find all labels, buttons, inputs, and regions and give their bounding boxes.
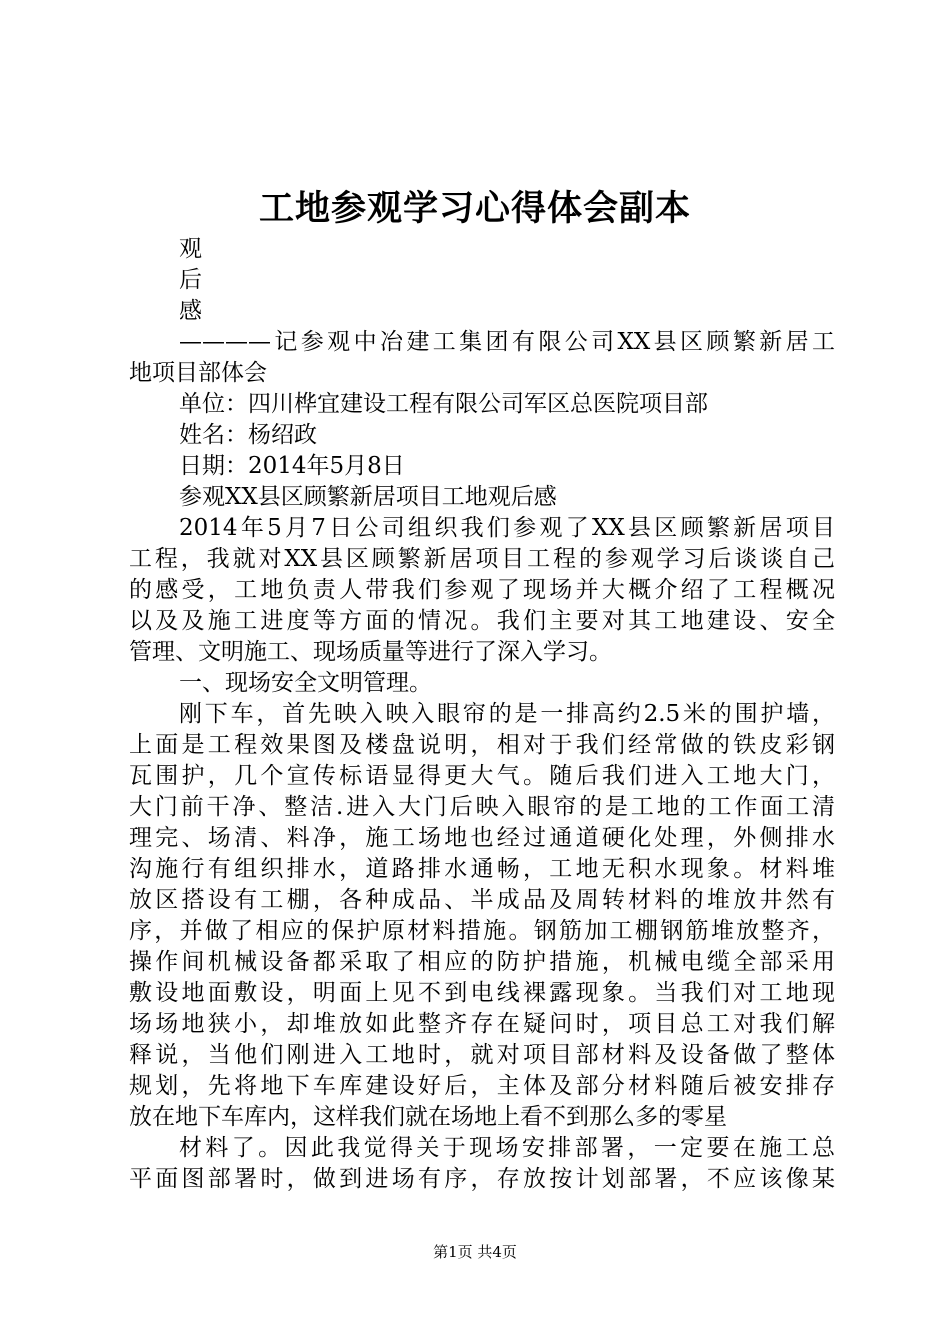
paragraph-line: 的感受，工地负责人带我们参观了现场并大概介绍了工程概况 <box>129 577 835 603</box>
paragraph-line: 2014年5月7日公司组织我们参观了XX县区顾繁新居项目 <box>179 515 835 541</box>
paragraph-line: 序，并做了相应的保护原材料措施。钢筋加工棚钢筋堆放整齐， <box>129 918 835 944</box>
paragraph-line: 上面是工程效果图及楼盘说明，相对于我们经常做的铁皮彩钢 <box>129 732 835 758</box>
paragraph-line: 工程，我就对XX县区顾繁新居项目工程的参观学习后谈谈自己 <box>129 546 835 572</box>
point-heading: 一、现场安全文明管理。 <box>179 670 432 696</box>
paragraph-line: 材料了。因此我觉得关于现场安排部署，一定要在施工总 <box>179 1135 835 1161</box>
paragraph-line: 平面图部署时，做到进场有序，存放按计划部署，不应该像某 <box>129 1166 835 1192</box>
subtitle-line: ————记参观中冶建工集团有限公司XX县区顾繁新居工 <box>179 329 835 355</box>
paragraph-line: 刚下车，首先映入映入眼帘的是一排高约2.5米的围护墙， <box>179 701 835 727</box>
paragraph-line: 大门前干净、整洁.进入大门后映入眼帘的是工地的工作面工清 <box>129 794 835 820</box>
paragraph-line: 场场地狭小，却堆放如此整齐存在疑问时，项目总工对我们解 <box>129 1011 835 1037</box>
meta-date: 日期：2014年5月8日 <box>179 453 405 479</box>
meta-unit: 单位：四川桦宜建设工程有限公司军区总医院项目部 <box>179 391 708 417</box>
paragraph-line: 操作间机械设备都采取了相应的防护措施，机械电缆全部采用 <box>129 949 835 975</box>
page-footer: 第1页 共4页 <box>433 1243 517 1261</box>
paragraph-line: 以及及施工进度等方面的情况。我们主要对其工地建设、安全 <box>129 608 835 634</box>
document-body <box>129 234 835 1195</box>
document-title: 工地参观学习心得体会副本 <box>258 189 691 229</box>
paragraph-line: 管理、文明施工、现场质量等进行了深入学习。 <box>129 639 612 665</box>
paragraph-line: 瓦围护，几个宣传标语显得更大气。随后我们进入工地大门， <box>129 763 835 789</box>
heading-char: 感 <box>179 298 202 324</box>
heading-char: 观 <box>179 236 202 262</box>
paragraph-line: 放区搭设有工棚，各种成品、半成品及周转材料的堆放井然有 <box>129 887 835 913</box>
heading-char: 后 <box>179 267 202 293</box>
paragraph-line: 释说，当他们刚进入工地时，就对项目部材料及设备做了整体 <box>129 1042 835 1068</box>
paragraph-line: 理完、场清、料净，施工场地也经过通道硬化处理，外侧排水 <box>129 825 835 851</box>
paragraph-line: 敷设地面敷设，明面上见不到电线裸露现象。当我们对工地现 <box>129 980 835 1006</box>
subtitle-line: 地项目部体会 <box>129 360 267 386</box>
section-heading: 参观XX县区顾繁新居项目工地观后感 <box>179 484 557 510</box>
paragraph-line: 放在地下车库内，这样我们就在场地上看不到那么多的零星 <box>129 1104 727 1130</box>
meta-name: 姓名：杨绍政 <box>179 422 317 448</box>
paragraph-line: 规划，先将地下车库建设好后，主体及部分材料随后被安排存 <box>129 1073 835 1099</box>
paragraph-line: 沟施行有组织排水，道路排水通畅，工地无积水现象。材料堆 <box>129 856 835 882</box>
